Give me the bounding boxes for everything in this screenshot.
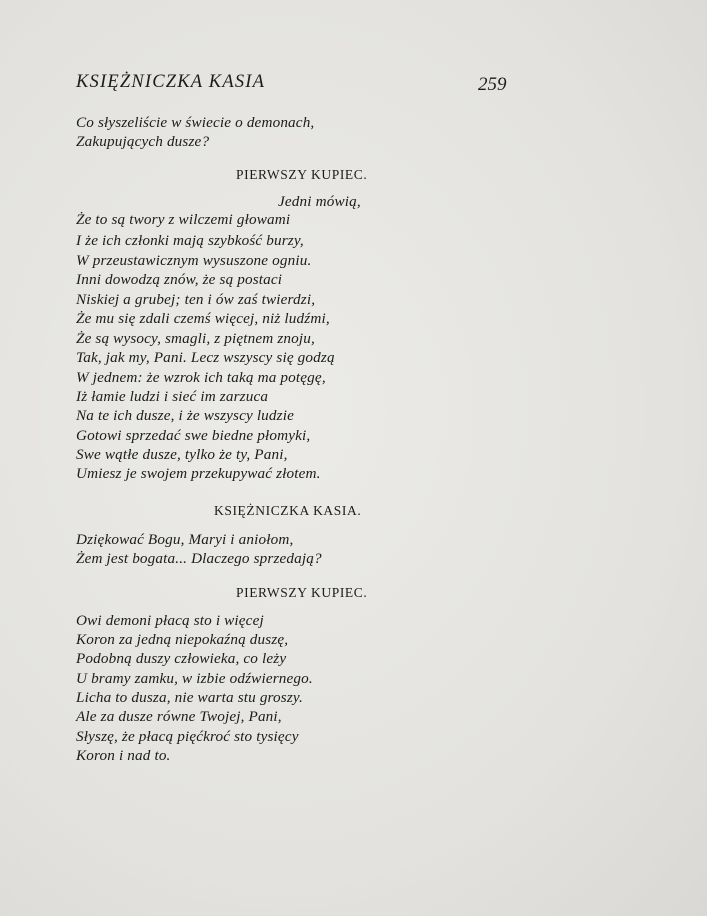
verse-line: Iż łamie ludzi i sieć im zarzuca [76,388,269,405]
running-head-title: KSIĘŻNICZKA KASIA [76,72,266,92]
verse-line: Owi demoni płacą sto i więcej [76,612,264,629]
verse-line: Żem jest bogata... Dlaczego sprzedają? [76,550,322,567]
speaker-heading: PIERWSZY KUPIEC. [236,585,368,600]
verse-line: Ale za dusze równe Twojej, Pani, [76,708,282,725]
verse-line: Licha to dusza, nie warta stu groszy. [76,689,303,706]
verse-line: Na te ich dusze, i że wszyscy ludzie [76,407,294,424]
verse-line: Umiesz je swojem przekupywać złotem. [76,465,321,482]
verse-line: Koron za jedną niepokaźną duszę, [76,631,289,648]
verse-line: Zakupujących dusze? [76,133,210,150]
verse-line: Gotowi sprzedać swe biedne płomyki, [76,427,311,444]
verse-line: Słyszę, że płacą pięćkroć sto tysięcy [76,728,299,745]
verse-line: Tak, jak my, Pani. Lecz wszyscy się godzą [76,349,335,366]
verse-line: Że są wysocy, smagli, z piętnem znoju, [76,330,315,347]
verse-line: Dziękować Bogu, Maryi i aniołom, [76,531,294,548]
verse-line: Że to są twory z wilczemi głowami [76,211,291,228]
verse-line: W przeustawicznym wysuszone ogniu. [76,252,312,269]
verse-line: Inni dowodzą znów, że są postaci [76,271,283,288]
verse-line: Niskiej a grubej; ten i ów zaś twierdzi, [76,291,316,308]
verse-line: W jednem: że wzrok ich taką ma potęgę, [76,369,326,386]
verse-line: Swe wątłe dusze, tylko że ty, Pani, [76,446,288,463]
verse-line: Koron i nad to. [76,747,171,764]
verse-line: Jedni mówią, [278,193,361,210]
verse-line: Co słyszeliście w świecie o demonach, [76,114,315,131]
verse-line: Podobną duszy człowieka, co leży [76,650,287,667]
verse-line: Że mu się zdali czemś więcej, niż ludźmi, [76,310,330,327]
verse-line: I że ich członki mają szybkość burzy, [76,232,304,249]
verse-line: U bramy zamku, w izbie odźwiernego. [76,670,313,687]
page-number: 259 [478,74,507,95]
speaker-heading: PIERWSZY KUPIEC. [236,167,368,182]
speaker-heading: KSIĘŻNICZKA KASIA. [214,503,362,518]
